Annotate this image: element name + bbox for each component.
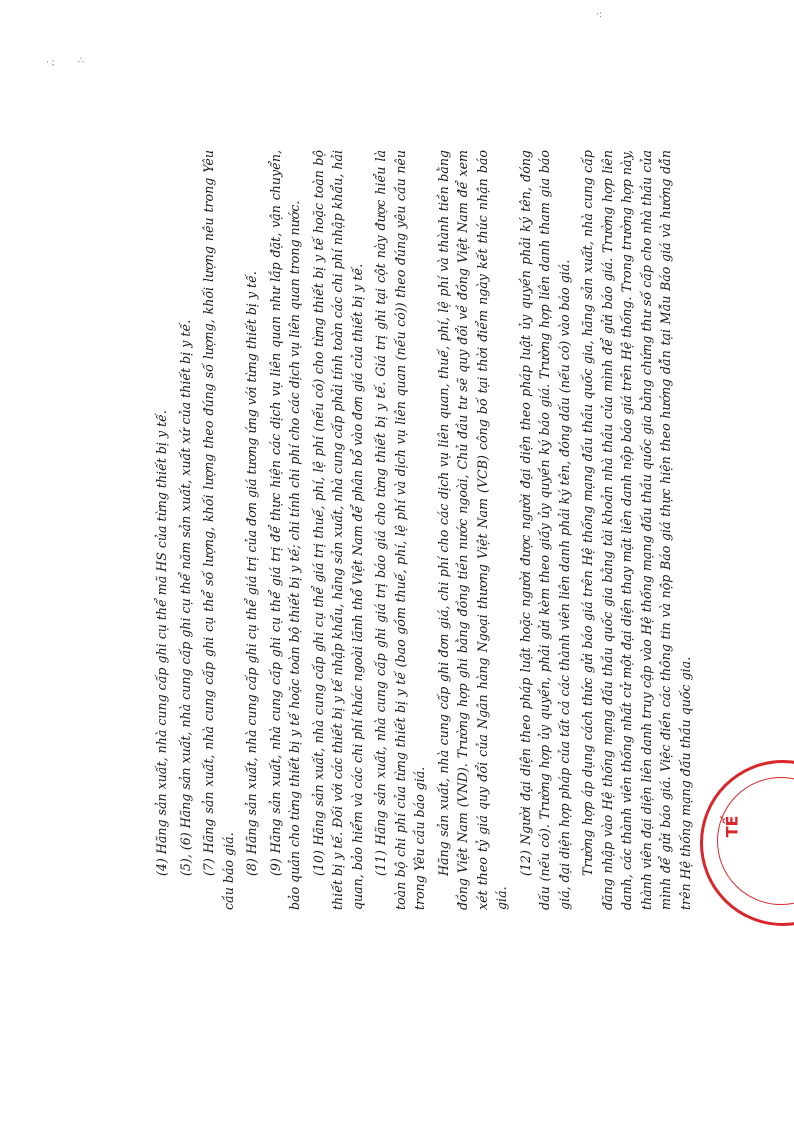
- rotated-text-block: [152, 150, 693, 910]
- note-paragraph: (10) Hãng sản xuất, nhà cung cấp ghi cụ thể giá trị thuế, phí, lệ phí (nếu có) cho từng thiết bị y tế hoặc toàn bộ thiết bị y tế. Đối với các thiết bị y tế nhập khẩu, hãng sản xuất, nhà cung cấp phải tính toàn các chi phí nhập khẩu, hải quan, bảo hiểm và các chi phí khác ngoài lãnh thổ Việt Nam để phân bổ vào đơn giá của thiết bị y tế.: [310, 150, 365, 910]
- note-paragraph: Hãng sản xuất, nhà cung cấp ghi đơn giá, chi phí cho các dịch vụ liên quan, thuế, phí, lệ phí và thành tiền bằng đồng Việt Nam (VND). Trường hợp ghi bằng đồng tiền nước ngoài, Chủ đầu tư sẽ quy đổi về đồng Việt Nam để xem xét theo tỷ giá quy đổi của Ngân hàng Ngoại thương Việt Nam (VCB) công bố tại thời điểm ngày kết thúc nhận báo giá.: [435, 150, 510, 910]
- note-paragraph: (12) Người đại diện theo pháp luật hoặc người được người đại diện theo pháp luật ủy quyền phải ký tên, đóng dấu (nếu có). Trường hợp ủy quyền, phải gửi kèm theo giấy ủy quyền ký báo giá. Trường hợp liên danh tham gia báo giá, đại diện hợp pháp của tất cả các thành viên liên danh phải ký tên, đóng dấu (nếu có) vào báo giá.: [517, 150, 572, 910]
- note-paragraph: (9) Hãng sản xuất, nhà cung cấp ghi cụ thể giá trị để thực hiện các dịch vụ liên quan như lắp đặt, vận chuyển, bảo quản cho từng thiết bị y tế hoặc toàn bộ thiết bị y tế; chi tính chi phí cho các dịch vụ liên quan trong nước.: [267, 150, 303, 910]
- note-paragraph: (5), (6) Hãng sản xuất, nhà cung cấp ghi cụ thể năm sản xuất, xuất xứ của thiết bị y tế.: [177, 319, 193, 876]
- note-paragraph: (8) Hãng sản xuất, nhà cung cấp ghi cụ thể giá trị của đơn giá tương ứng với từng thiết bị y tế.: [244, 271, 260, 876]
- scan-speck: ·:: [596, 10, 602, 20]
- red-seal-stamp: [700, 760, 794, 926]
- note-paragraph: (11) Hãng sản xuất, nhà cung cấp ghi giá trị báo giá cho từng thiết bị y tế. Giá trị ghi tại cột này được hiểu là toàn bộ chi phí của từng thiết bị y tế (bao gồm thuế, phí, lệ phí và dịch vụ liên quan (nếu có)) theo đúng yêu cầu nêu trong Yêu cầu báo giá.: [373, 150, 428, 910]
- note-paragraph: (4) Hãng sản xuất, nhà cung cấp ghi cụ thể mã HS của từng thiết bị y tế.: [154, 410, 169, 876]
- note-paragraph: (7) Hãng sản xuất, nhà cung cấp ghi cụ thể số lượng, khối lượng theo đúng số lượng, khối lượng nêu trong Yêu cầu báo giá.: [201, 150, 236, 910]
- note-paragraph: Trường hợp áp dụng cách thức gửi báo giá trên Hệ thống mạng đấu thầu quốc gia, hãng sản xuất, nhà cung cấp đăng nhập vào Hệ thống mạng đấu thầu quốc gia bằng tài khoản nhà thầu của mình để gửi báo giá. Trường hợp liên danh, các thành viên thống nhất cử một đại diện thay mặt liên danh nộp báo giá trên Hệ thống. Trong trường hợp này, thành viên đại diện liên danh truy cập vào Hệ thống mạng đấu thầu quốc gia bằng chứng thư số cấp cho nhà thầu của mình để gửi báo giá. Việc điền các thông tin và nộp Báo giá thực hiện theo hướng dẫn tại Mẫu Báo giá và hướng dẫn trên Hệ thống mạng đấu thầu quốc gia.: [580, 150, 693, 910]
- seal-inner-ring: [717, 777, 794, 905]
- scan-speck: ∴: [78, 56, 84, 66]
- seal-text: TẾ: [722, 815, 742, 838]
- scan-speck: · ;: [46, 58, 55, 68]
